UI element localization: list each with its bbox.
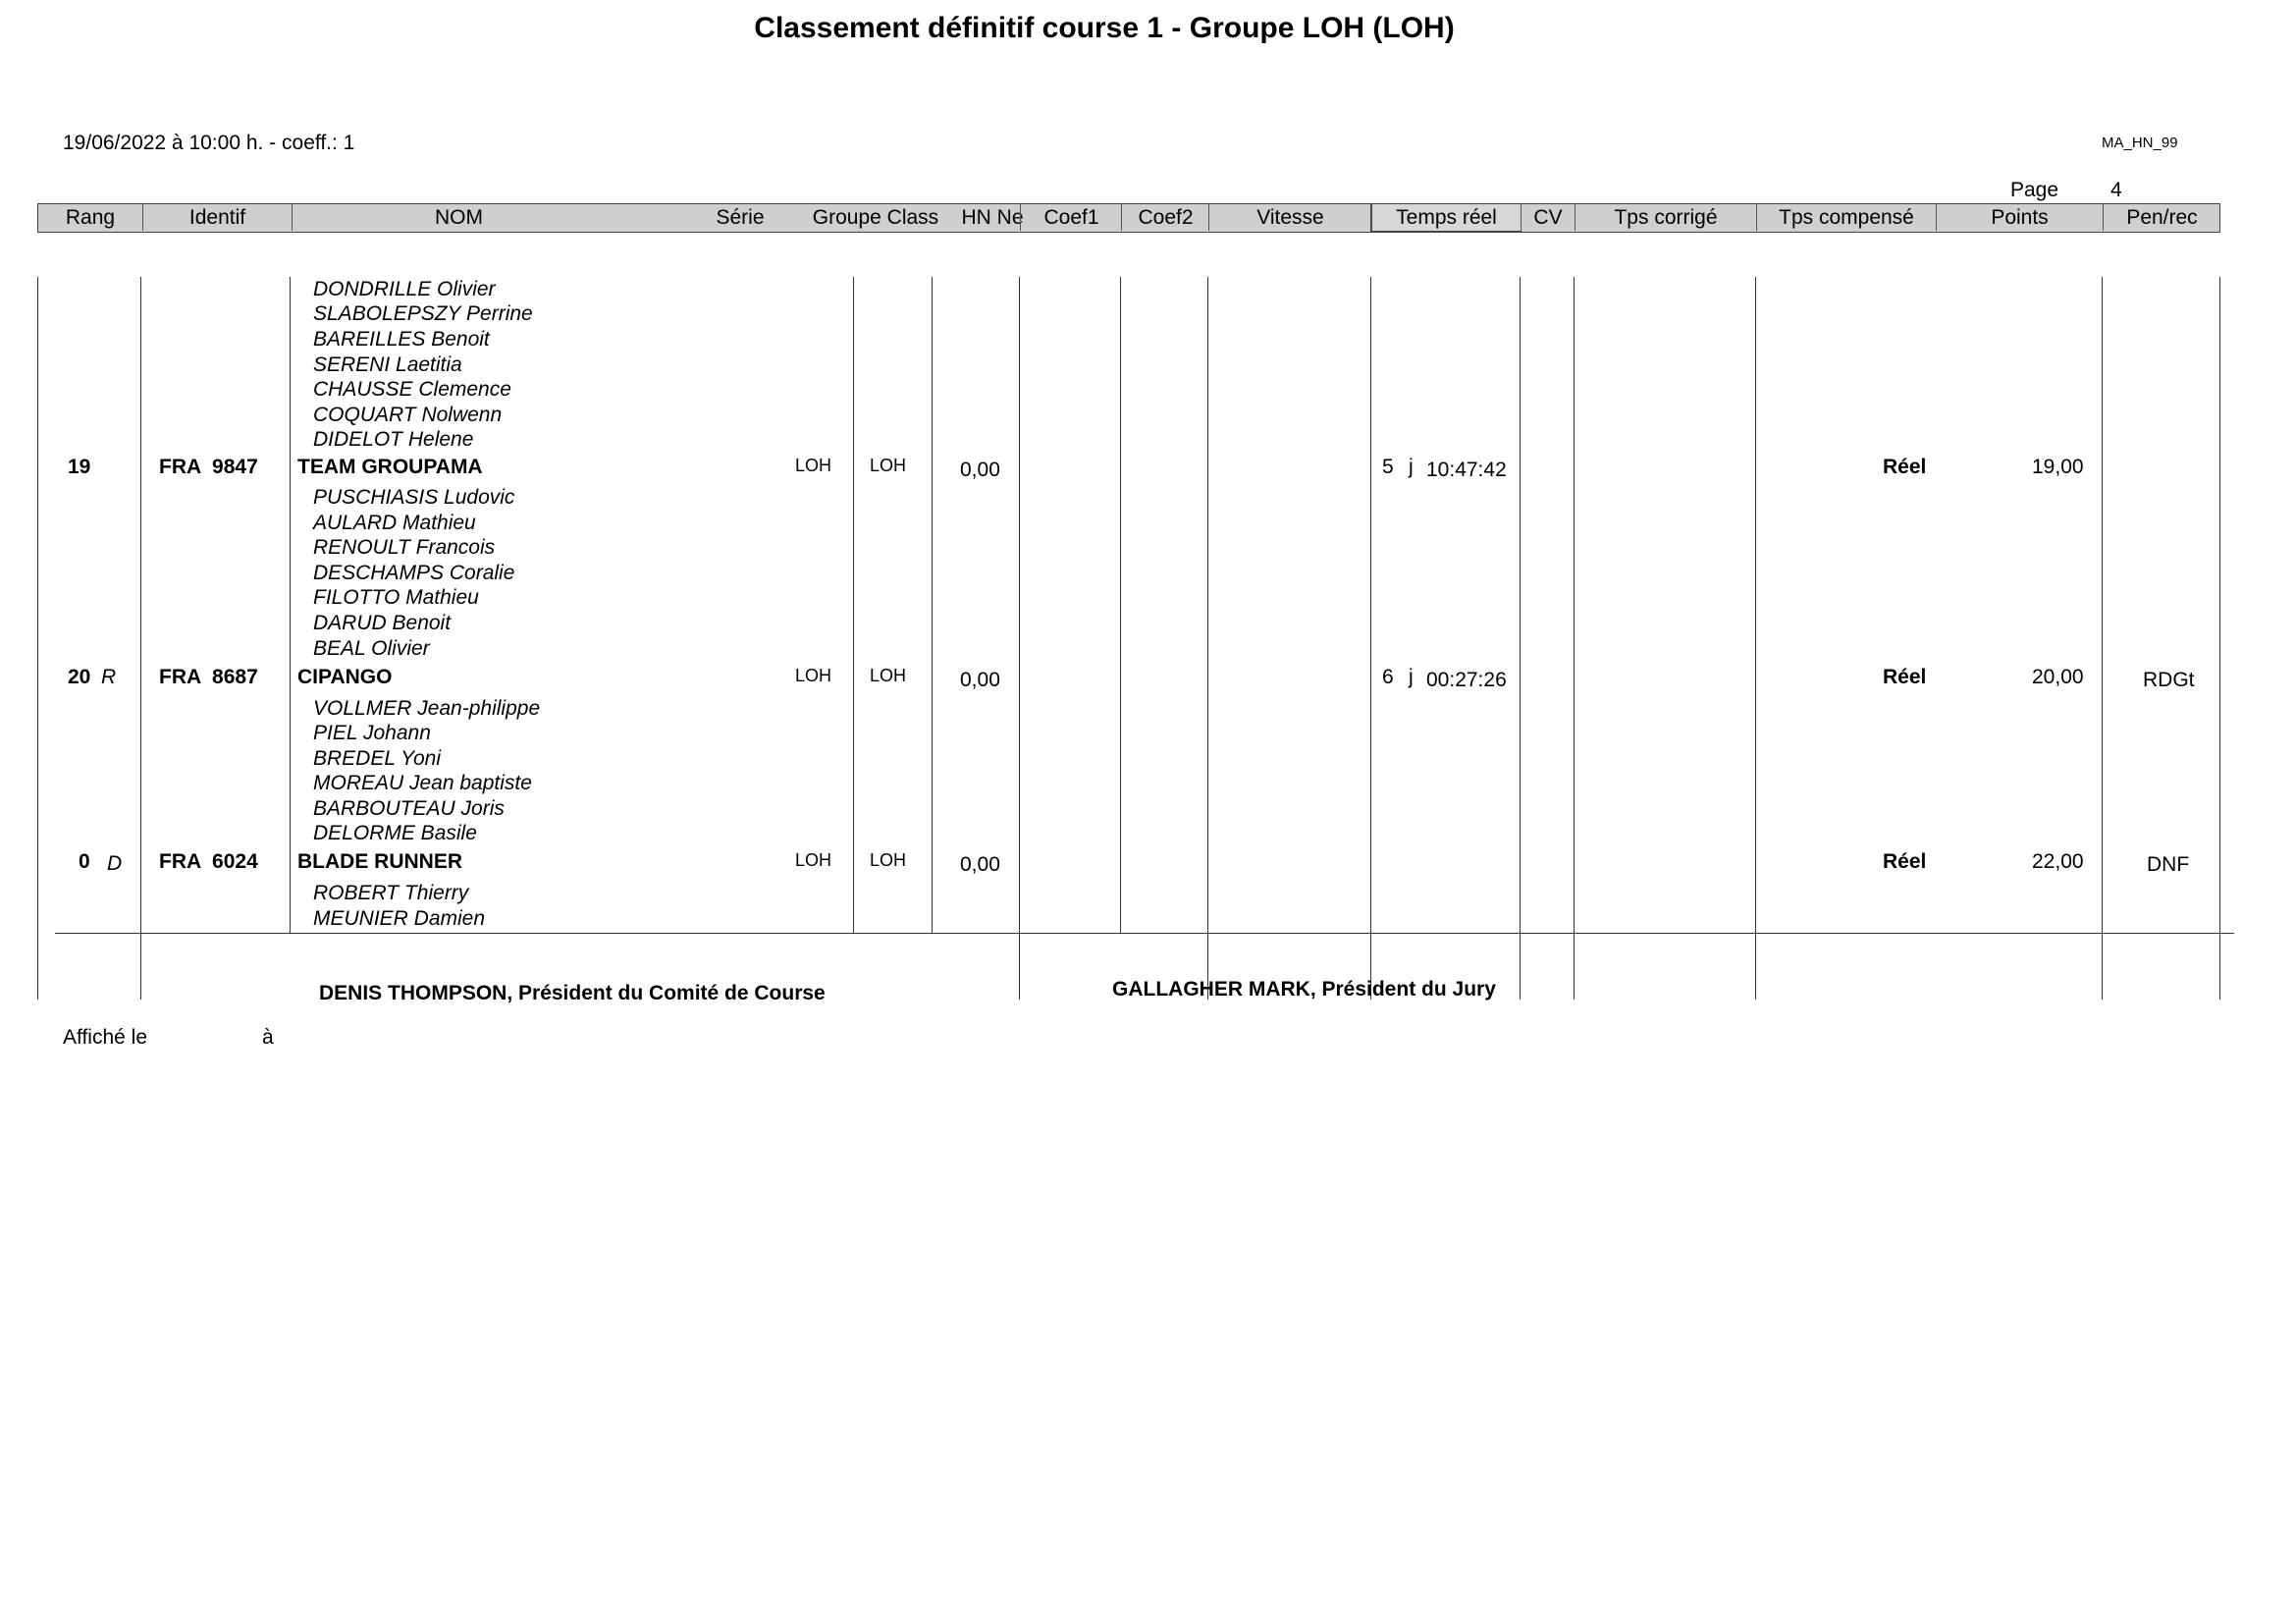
grid-rule [2102, 277, 2103, 1000]
grid-rule [290, 277, 291, 933]
serie: LOH [795, 850, 832, 870]
document-code: MA_HN_99 [2102, 135, 2178, 151]
grid-rule [1019, 277, 1020, 1000]
col-coef1: Coef1 [1020, 204, 1122, 231]
col-points: Points [1936, 204, 2103, 231]
col-tps-corrige: Tps corrigé [1575, 204, 1756, 231]
col-coef2: Coef2 [1121, 204, 1209, 231]
hn-ne: 0,00 [960, 669, 1000, 691]
groupe: LOH [870, 456, 907, 475]
crew-member: DELORME Basile [313, 822, 477, 844]
boat-name: TEAM GROUPAMA [297, 456, 483, 478]
grid-rule [1574, 277, 1575, 1000]
grid-rule [1207, 277, 1208, 1000]
col-serie: Série [716, 206, 765, 229]
grid-rule [1120, 277, 1121, 933]
col-rang: Rang [65, 206, 116, 229]
groupe: LOH [870, 850, 907, 870]
grid-rule [1520, 277, 1521, 1000]
crew-member: DONDRILLE Olivier [313, 278, 496, 300]
boat-name: BLADE RUNNER [297, 850, 462, 873]
crew-member: FILOTTO Mathieu [313, 586, 479, 609]
crew-member: BEAL Olivier [313, 637, 430, 660]
crew-member: VOLLMER Jean-philippe [313, 697, 541, 720]
points: 20,00 [2032, 666, 2084, 688]
grid-rule [853, 277, 854, 933]
pen-rec: DNF [2147, 853, 2190, 876]
boat-name: CIPANGO [297, 666, 393, 688]
points: 19,00 [2032, 456, 2084, 478]
table-header [37, 203, 2220, 233]
identif: FRA 9847 [159, 456, 258, 478]
affiche-a-label: à [262, 1026, 274, 1049]
crew-member: DARUD Benoit [313, 612, 452, 634]
signature-jury: GALLAGHER MARK, Président du Jury [1112, 978, 1496, 1001]
mode: Réel [1883, 666, 1927, 688]
hn-ne: 0,00 [960, 459, 1000, 481]
grid-rule [932, 277, 933, 933]
crew-member: SERENI Laetitia [313, 353, 462, 376]
col-tps-compense: Tps compensé [1756, 204, 1936, 231]
pen-rec: RDGt [2143, 669, 2195, 691]
identif: FRA 6024 [159, 850, 258, 873]
grid-rule [140, 277, 141, 1000]
days: 5 [1382, 456, 1394, 478]
col-temps-reel: Temps réel [1371, 204, 1521, 231]
col-identif: Identif [142, 204, 292, 231]
groupe: LOH [870, 666, 907, 685]
grid-rule [1370, 277, 1371, 1000]
rang: 20 [68, 666, 91, 688]
rang: 19 [68, 456, 91, 478]
col-cv: CV [1521, 204, 1575, 231]
crew-member: AULARD Mathieu [313, 512, 476, 534]
grid-rule [37, 277, 38, 1000]
crew-member: CHAUSSE Clemence [313, 378, 511, 401]
crew-member: ROBERT Thierry [313, 882, 469, 904]
affiche-label: Affiché le [63, 1026, 147, 1049]
crew-member: DIDELOT Helene [313, 428, 474, 451]
crew-member: RENOULT Francois [313, 536, 496, 559]
crew-member: MOREAU Jean baptiste [313, 772, 532, 794]
crew-member: BREDEL Yoni [313, 747, 441, 770]
crew-member: BARBOUTEAU Joris [313, 797, 505, 820]
document-title: Classement définitif course 1 - Groupe LOH (LOH) [754, 12, 1455, 44]
serie: LOH [795, 666, 832, 685]
crew-member: MEUNIER Damien [313, 907, 486, 930]
crew-member: DESCHAMPS Coralie [313, 562, 515, 584]
hn-ne: 0,00 [960, 853, 1000, 876]
day-unit: j [1409, 666, 1414, 688]
page-number: 4 [2110, 179, 2122, 201]
rang: 0 [79, 850, 90, 873]
crew-member: COQUART Nolwenn [313, 404, 503, 426]
serie: LOH [795, 456, 832, 475]
temps-reel: 00:27:26 [1426, 669, 1507, 691]
crew-member: PIEL Johann [313, 722, 431, 744]
mode: Réel [1883, 850, 1927, 873]
table-bottom-rule [55, 933, 2234, 934]
mode: Réel [1883, 456, 1927, 478]
crew-member: SLABOLEPSZY Perrine [313, 302, 533, 325]
days: 6 [1382, 666, 1394, 688]
grid-rule [1755, 277, 1756, 1000]
crew-member: BAREILLES Benoit [313, 328, 490, 351]
status-flag: D [107, 852, 123, 875]
day-unit: j [1409, 456, 1414, 478]
signature-race-committee: DENIS THOMPSON, Président du Comité de Course [319, 982, 826, 1004]
col-hn-ne: HN Ne [961, 206, 1024, 229]
crew-member: PUSCHIASIS Ludovic [313, 486, 515, 509]
date-coeff-line: 19/06/2022 à 10:00 h. - coeff.: 1 [63, 132, 355, 154]
grid-rule [2219, 277, 2220, 1000]
identif: FRA 8687 [159, 666, 258, 688]
col-nom: NOM [292, 204, 625, 231]
page-label: Page [2010, 179, 2059, 201]
col-groupe-class: Groupe Class [812, 206, 939, 229]
col-vitesse: Vitesse [1208, 204, 1371, 231]
status-flag: R [101, 666, 117, 688]
col-pen-rec: Pen/rec [2103, 204, 2220, 231]
points: 22,00 [2032, 850, 2084, 873]
temps-reel: 10:47:42 [1426, 459, 1507, 481]
